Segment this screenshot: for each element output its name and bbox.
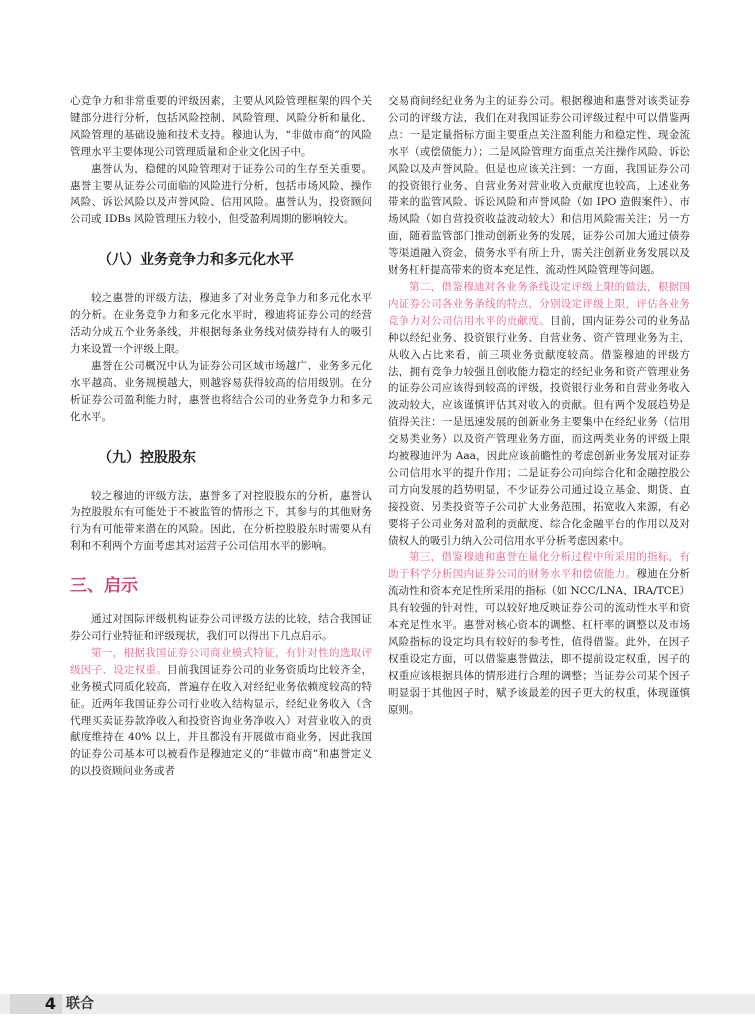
paragraph: 交易商间经纪业务为主的证券公司。根据穆迪和惠誉对该类证券公司的评级方法，我们在对我国证券公司评级过程中可以借鉴两点：一是定量指标方面主要重点关注盈利能力和稳定性、现金流水平（或偿债能力）；二是风险管理方面重点关注操作风险、诉讼风险以及声誉风险。但是也应该关注到：一方面，我国证券公司的投资银行业务、自营业务对营业收入贡献度也较高，上述业务带来的监管风险、诉讼风险和声誉风险（如 IPO 造假案件）、市场风险（如自营投资收益波动较大）和信用风险需关注；另一方面，随着监管部门推动创新业务的发展，证券公司加大通过债券等渠道融入资金，债务水平有所上升，需关注创新业务发展以及财务杠杆提高带来的资本充足性、流动性风险管理等问题。	[388, 95, 690, 277]
body-text: 目前我国证券公司的业务资质均比较齐全，业务模式同质化较高，普遍存在收入对经纪业务依赖度较高的特征。近两年我国证券公司行业收入结构显示，经纪业务收入（含代理买卖证券款净收入和投资咨询业务净收入）对营业收入的贡献度维持在 40% 以上，并且都没有开展做市商业务，因此我国的证券公司基本可以被看作是穆迪定义的“非做市商”和惠誉定义的以投资顾问业务或者	[70, 663, 373, 778]
publication-brand: 联合	[66, 996, 94, 1012]
paragraph: 心竞争力和非常重要的评级因素，主要从风险管理框架的四个关键部分进行分析，包括风险控制、风险管理、风险分析和量化、风险管理的基础设施和技术支持。穆迪认为，“非做市商”的风险管理水平主要体现公司管理质量和企业文化因子中。	[70, 95, 372, 158]
paragraph: 较之穆迪的评级方法，惠誉多了对控股股东的分析，惠誉认为控股股东有可能处于不被监管的情形之下，其参与的其他财务行为有可能带来潜在的风险。因此，在分析控股股东时需要从有利和不利两个方面考虑其对运营子公司信用水平的影响。	[70, 489, 372, 553]
body-text: 穆迪在分析流动性和资本充足性所采用的指标（如 NCC/LNA、IRA/TCE）具有较强的针对性，可以较好地反映证券公司的流动性水平和资本充足性水平。惠誉对核心资本的调整、杠杆率的调整以及市场风险指标的设定均具有较好的参考性，值得借鉴。此外，在因子权重设定方面，可以借鉴惠誉做法，即不提前设定权重，因子的权重应该根据具体的情形进行合理的调整；当证券公司某个因子明显弱于其他因子时，赋予该最差的因子更大的权重，体现谨慎原则。	[388, 568, 691, 716]
paragraph	[70, 645, 372, 780]
paragraph: 惠誉在公司概况中认为证券公司区域市场越广、业务多元化水平越高、业务规模越大，则越容易获得较高的信用级别。在分析证券公司盈利能力时，惠誉也将结合公司的业务竞争力和多元化水平。	[70, 359, 372, 423]
section-heading-8: （八）业务竞争力和多元化水平	[98, 252, 294, 269]
chapter-heading: 三、启示	[70, 576, 138, 597]
footer-bar	[0, 994, 755, 1014]
paragraph	[388, 279, 690, 550]
paragraph	[388, 549, 690, 718]
paragraph: 惠誉认为，稳健的风险管理对于证券公司的生存至关重要。惠誉主要从证券公司面临的风险进行分析，包括市场风险、操作风险、诉讼风险以及声誉风险、信用风险。惠誉认为，投资顾问公司或 IDBs 风险管理压力较小，但受盈利周期的影响较大。	[70, 162, 372, 226]
paragraph: 较之惠誉的评级方法，穆迪多了对业务竞争力和多元化水平的分析。在业务竞争力和多元化水平时，穆迪将证券公司的经营活动分成五个业务条线，并根据每条业务线对债券持有人的吸引力来设置一个评级上限。	[70, 292, 372, 355]
highlight-text: 第三，借鉴穆迪和惠誉在量化分析过程中所采用的指标，有助于科学分析国内证券公司的财务水平和偿债能力。	[388, 551, 690, 581]
highlight-text: 第一，根据我国证券公司商业模式特征，有针对性的选取评级因子、设定权重。	[70, 646, 372, 676]
right-column	[388, 93, 690, 719]
paragraph: 通过对国际评级机构证券公司评级方法的比较，结合我国证券公司行业特征和评级现状，我们可以得出下几点启示。	[70, 613, 372, 643]
left-column	[70, 93, 372, 780]
body-text: 目前，国内证券公司的业务品种以经纪业务、投资银行业务、自营业务、资产管理业务为主，从收入占比来看，前三项业务贡献度较高。借鉴穆迪的评级方法，拥有竞争力较强且创收能力稳定的经纪业务和资产管理业务的证券公司应该得到较高的评级，投资银行业务和自营业务收入波动较大，应该谨慎评估其对收入的贡献。但有两个发展趋势是值得关注：一是迅速发展的创新业务主要集中在经纪业务（信用交易类业务）以及资产管理业务方面，而这两类业务的评级上限均被穆迪评为 Aaa，因此应该前瞻性的考虑创新业务发展对证券公司信用水平的提升作用；二是证券公司向综合化和金融控股公司方向发展的趋势明显，不少证券公司通过设立基金、期货、直接投资、另类投资等子公司扩大业务范围，拓宽收入来源，有必要将子公司业务对盈利的贡献度、综合化金融平台的作用以及对债权人的吸引力纳入公司信用水平分析考虑因素中。	[388, 314, 691, 547]
section-heading-9: （九）控股股东	[98, 449, 196, 466]
highlight-text: 第二，借鉴穆迪对各业务条线设定评级上限的做法，根据国内证券公司各业务条线的特点，分别设定评级上限，评估各业务竞争力对公司信用水平的贡献度。	[388, 280, 690, 327]
page-number: 4	[10, 994, 62, 1014]
